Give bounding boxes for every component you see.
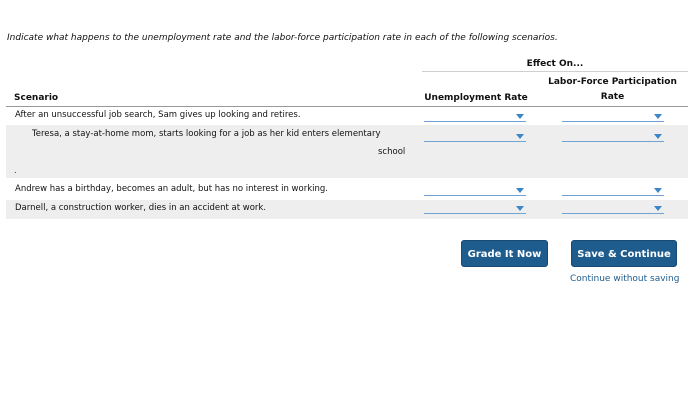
grade-it-now-button[interactable]: Grade It Now — [461, 240, 548, 267]
unemployment-rate-column-header: Unemployment Rate — [424, 93, 528, 103]
unemployment-rate-select[interactable] — [424, 200, 526, 214]
chevron-down-icon — [516, 188, 524, 193]
scenario-text: Darnell, a construction worker, dies in an accident at work. — [15, 203, 267, 213]
chevron-down-icon — [654, 134, 662, 139]
unemployment-rate-select[interactable] — [424, 182, 526, 196]
effect-on-header: Effect On... — [526, 59, 584, 69]
scenario-text-period: . — [14, 166, 17, 175]
table-row-sam — [6, 107, 688, 125]
chevron-down-icon — [516, 206, 524, 211]
lfp-rate-select[interactable] — [562, 128, 664, 142]
scenario-text-continued: school — [378, 147, 406, 157]
lfp-header-line2: Rate — [600, 92, 625, 102]
lfp-rate-column-header — [546, 75, 679, 105]
chevron-down-icon — [516, 134, 524, 139]
lfp-header-line1: Labor-Force Participation — [548, 77, 677, 87]
scenario-text: Teresa, a stay-at-home mom, starts looking for a job as her kid enters elementary — [32, 129, 381, 139]
scenario-text: After an unsuccessful job search, Sam gives up looking and retires. — [15, 110, 301, 120]
unemployment-rate-select[interactable] — [424, 108, 526, 122]
table-row-teresa — [6, 125, 688, 178]
effect-on-divider — [422, 71, 688, 72]
scenario-column-header: Scenario — [14, 93, 59, 103]
table-row-andrew — [6, 180, 688, 200]
scenario-text: Andrew has a birthday, becomes an adult, but has no interest in working. — [15, 184, 328, 194]
lfp-rate-select[interactable] — [562, 182, 664, 196]
continue-without-saving-link[interactable]: Continue without saving — [570, 274, 680, 284]
instructions-text: Indicate what happens to the unemployment rate and the labor-force participation rate in each of the following scenarios. — [7, 33, 558, 43]
chevron-down-icon — [654, 188, 662, 193]
unemployment-rate-select[interactable] — [424, 128, 526, 142]
lfp-rate-select[interactable] — [562, 200, 664, 214]
chevron-down-icon — [516, 114, 524, 119]
table-row-darnell — [6, 200, 688, 219]
lfp-rate-select[interactable] — [562, 108, 664, 122]
save-and-continue-button[interactable]: Save & Continue — [571, 240, 677, 267]
chevron-down-icon — [654, 206, 662, 211]
chevron-down-icon — [654, 114, 662, 119]
